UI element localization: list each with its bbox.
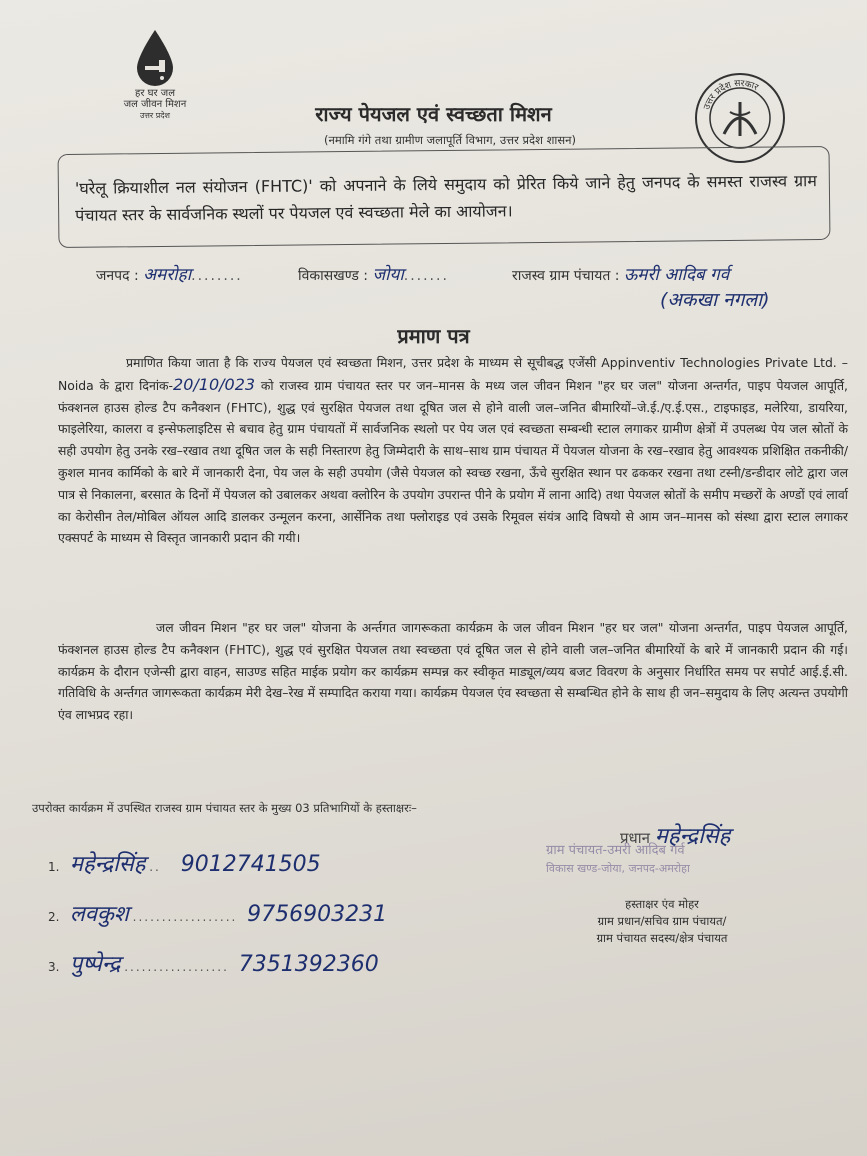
logo-caption-2: जल जीवन मिशन — [123, 99, 187, 110]
event-description-text: 'घरेलू क्रियाशील नल संयोजन (FHTC)' को अपनाने के लिये समुदाय को प्रेरित किये जाने हेतु जनपद के समस्त राजस्व ग्राम पंचायत स्तर के सार्वजनिक स्थलों पर पेयजल एवं स्वच्छता मेले का आयोजन। — [74, 171, 817, 225]
signatory-row-3: 3. पुष्पेन्द्र .................. 7351392360 — [48, 952, 379, 977]
water-drop-icon — [133, 28, 177, 88]
signatory-row-1: 1. महेन्द्रसिंह .. 9012741505 — [48, 852, 321, 877]
paragraph-1-part-1: प्रमाणित किया जाता है कि राज्य पेयजल एवं स्वच्छता मिशन, उत्तर प्रदेश के माध्यम से सूचीबद्ध एजेंसी Appinventiv Technologies Private Ltd. – Noida के द्वारा दिनांक- — [58, 355, 848, 393]
signatory-phone: 7351392360 — [238, 952, 379, 977]
emblem-text: उत्तर प्रदेश सरकार — [702, 78, 760, 112]
signatory-number: 2. — [48, 910, 60, 924]
panchayat-field — [512, 262, 729, 285]
stamp-line-1: ग्राम पंचायत-उमरी आदिब गर्व — [546, 843, 685, 858]
signatory-name: पुष्पेन्द्र — [69, 952, 121, 977]
logo-caption-1: हर घर जल — [135, 88, 175, 99]
certificate-heading: प्रमाण पत्र — [397, 324, 470, 348]
mission-subtitle: (नमामि गंगे तथा ग्रामीण जलापूर्ति विभाग, उत्तर प्रदेश शासन) — [323, 133, 577, 147]
signatory-name: महेन्द्रसिंह — [69, 852, 146, 877]
mission-title: राज्य पेयजल एवं स्वच्छता मिशन — [315, 102, 552, 126]
stamp-line-2: विकास खण्ड-जोया, जनपद-अमरोहा — [546, 862, 690, 875]
role-line-2: ग्राम प्रधान/सचिव ग्राम पंचायत/ — [597, 914, 727, 928]
panchayat-value: ऊमरी आदिब गर्व — [623, 265, 730, 285]
panchayat-label: राजस्व ग्राम पंचायत : — [512, 268, 620, 284]
paragraph-1 — [58, 352, 848, 549]
signatory-number: 3. — [48, 960, 60, 974]
panchayat-stamp — [546, 842, 806, 878]
role-line-1: हस्ताक्षर एंव मोहर — [625, 897, 699, 911]
block-field: विकासखण्ड : जोया....... — [298, 265, 449, 285]
pradhan-label: प्रधान — [620, 829, 650, 847]
logo-caption-3: उत्तर प्रदेश — [140, 111, 170, 120]
signatory-phone: 9756903231 — [247, 902, 388, 927]
district-field: जनपद : अमरोहा........ — [96, 265, 243, 285]
signatory-row-2: 2. लवकुश .................. 9756903231 — [48, 902, 388, 927]
event-description-box — [58, 146, 831, 248]
signatory-phone: 9012741505 — [180, 852, 321, 877]
pradhan-signature-text: महेन्द्रसिंह — [654, 824, 731, 849]
block-value: जोया — [372, 265, 404, 285]
paragraph-2: जल जीवन मिशन "हर घर जल" योजना के अर्न्तगत जागरूकता कार्यक्रम के जल जीवन मिशन "हर घर जल" योजना अन्तर्गत, पाइप पेयजल आपूर्ति, फंक्शनल हाउस होल्ड टैप कनैक्शन (FHTC), शुद्ध एवं सुरक्षित पेयजल तथा स्वच्छता एवं दूषित जल से होने वाली जल–जनित बीमारियों के बारे में जानकारी प्रदान की गई। कार्यक्रम के दौरान एजेन्सी द्वारा वाहन, साउण्ड सहित माईक प्रयोग कर कार्यक्रम सम्पन्न कर स्वीकृत माड्यूल/व्यय बजट विवरण के अनुसार निर्धारित समय पर सपोर्ट आई.ई.सी. गतिविधि के अर्न्तगत जागरूकता कार्यक्रम मेरी देख–रेख में सम्पादित कराया गया। कार्यक्रम पेयजल एंव स्वच्छता से सम्बन्धित होने के साथ ही जन–समुदाय के लिए अत्यन्त उपयोगी एंव लाभप्रद रहा। — [58, 620, 848, 723]
district-label: जनपद : — [96, 268, 139, 284]
signatory-name: लवकुश — [69, 902, 129, 927]
handwritten-date: 20/10/023 — [173, 374, 256, 394]
district-value: अमरोहा — [143, 265, 192, 285]
signatories-intro: उपरोक्त कार्यक्रम में उपस्थित राजस्व ग्राम पंचायत स्तर के मुख्य 03 प्रतिभागियों के हस्ताक्षरः– — [32, 801, 417, 815]
panchayat-value-line2: (अकखा नगला) — [660, 289, 770, 311]
paragraph-1-part-2: को राजस्व ग्राम पंचायत स्तर पर जन–मानस के मध्य जल जीवन मिशन "हर घर जल" योजना अन्तर्गत, पाइप पेयजल आपूर्ति, फंक्शनल हाउस होल्ड टैप कनैक्शन (FHTC), शुद्ध एवं सुरक्षित पेयजल तथा दूषित जल से होने वाली जल–जनित बीमारियों–जे.ई./ए.ई.एस., टाइफाइड, मलेरिया, डायरिया, फाइलेरिया, कालरा व इन्सेफलाइटिस से बचाव हेतु ग्राम पंचायतों में सार्वजनिक स्थलो पर पेय जल एवं स्वच्छता सम्बन्धी स्टाल लगाकर ग्रामीण क्षेत्रों में उपलब्ध पेय जल स्रोतों के सही उपयोग हेतु उनके रख–रखाव तथा दूषित जल के सही निस्तारण हेतु जिम्मेदारी के साथ–साथ ग्राम पंचायत में पेयजल योजना के रख–रखाव हेतु आवश्यक प्रशिक्षित तकनीकी/कुशल मानव कार्मिको के बारे में जानकारी देना, पेय जल के सही उपयोग (जैसे पेयजल को स्वच्छ रखना, ऊँचे सुरक्षित स्थान पर ढककर रखना तथा टस्नी/डन्डीदार लोटे द्वारा जल पात्र से निकालना, बरसात के दिनों में पेयजल को उबालकर अथवा क्लोरिन के उपयोग उपरान्त पीने के प्रयोग में लाना आदि) तथा पेयजल स्रोतों के समीप मच्छरों के अण्डों एवं लार्वा का केरोसीन तेल/मोबिल ऑयल आदि डालकर उन्मूलन करना, आर्सेनिक तथा फ्लोराइड एवं उसके रिमूवल संयंत्र आदि विषयो से आम जन–मानस को संस्था द्वारा स्टाल लगाकर एक्सपर्ट के माध्यम से विस्तृत जानकारी प्रदान की गयी। — [58, 377, 848, 546]
role-line-3: ग्राम पंचायत सदस्य/क्षेत्र पंचायत — [596, 931, 728, 945]
block-label: विकासखण्ड : — [298, 268, 369, 284]
signature-role — [532, 896, 792, 947]
signatory-number: 1. — [48, 860, 60, 874]
